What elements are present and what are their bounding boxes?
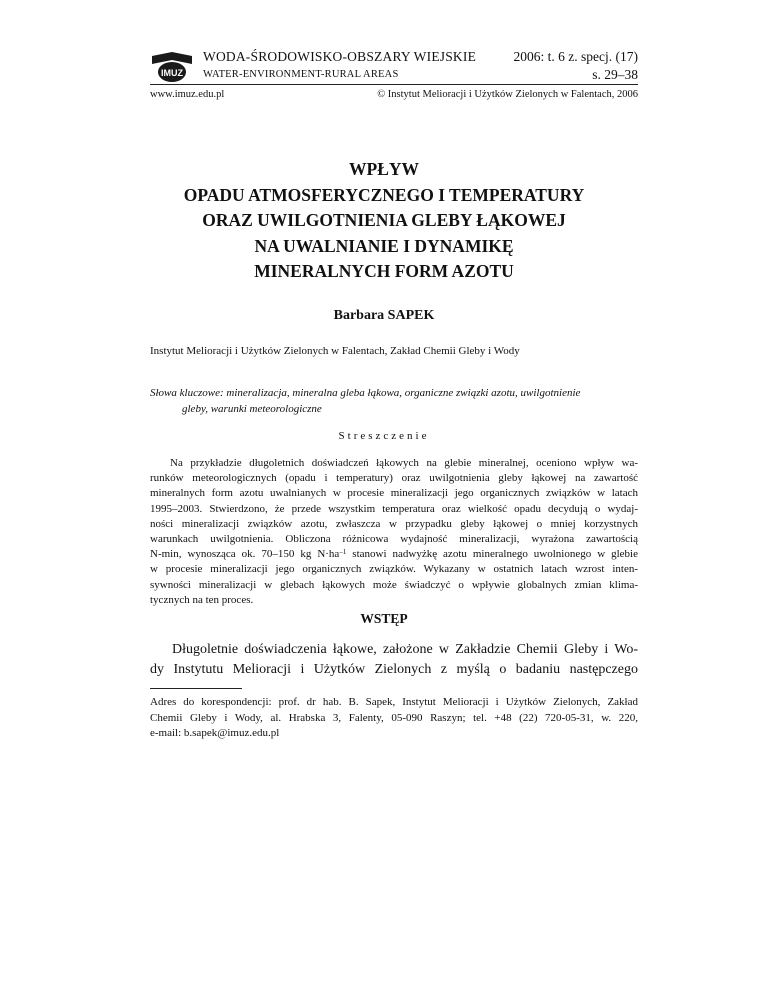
abstract-line: mineralnych form azotu uwalnianych w procesie mineralizacji jego organicznych związków w latach [150,487,638,500]
footnote-line: e-mail: b.sapek@imuz.edu.pl [150,727,280,739]
copyright-notice: © Instytut Melioracji i Użytków Zielonych w Falentach, 2006 [377,89,638,100]
title-line: NA UWALNIANIE I DYNAMIKĘ [254,235,514,256]
title-line: WPŁYW [349,159,419,179]
journal-name-en: WATER-ENVIRONMENT-RURAL AREAS [203,69,399,80]
footnote-rule [150,688,242,689]
imuz-logo [150,50,194,84]
body-line: dy Instytutu Melioracji i Użytków Zielonych z myślą o badaniu następczego [150,661,638,677]
header-rule [150,84,638,85]
footnote [150,695,638,742]
abstract-line-part: stanowi nadwyżkę azotu mineralnego uwolnionego w glebie [346,548,638,561]
abstract-heading: Streszczenie [338,430,430,442]
keywords-line: gleby, warunki meteorologiczne [182,402,322,415]
section-heading: WSTĘP [360,611,408,626]
journal-url[interactable]: www.imuz.edu.pl [150,89,225,100]
abstract-line: tycznych na ten proces. [150,593,254,606]
page-range: s. 29–38 [592,67,638,82]
footnote-line: Chemii Gleby i Wody, al. Hrabska 3, Falenty, 05-090 Raszyn; tel. +48 (22) 720-05-31, w. 220, [150,711,638,724]
keywords-line: Słowa kluczowe: mineralizacja, mineralna gleba łąkowa, organiczne związki azotu, uwilgotnienie [150,387,581,399]
abstract-line: Na przykładzie długoletnich doświadczeń łąkowych na glebie mineralnej, oceniono wpływ wa- [170,457,638,469]
abstract-line: ności mineralizacji związków azotu, zwłaszcza w przypadku gleby łąkowej o mniej korzystnych [150,517,638,530]
abstract-line: w procesie mineralizacji jego organicznych związków. Wykazany w ostatnich latach wzrost inten- [150,563,638,576]
abstract-line: sywności mineralizacji w glebach łąkowych może świadczyć o wpływie globalnych zmian klima- [150,578,638,591]
logo-text: IMUZ [161,68,183,78]
journal-name-pl: WODA-ŚRODOWISKO-OBSZARY WIEJSKIE [203,49,477,64]
unit-exponent: –1 [339,548,347,557]
body-paragraph [150,640,638,679]
abstract-line-with-unit [150,547,638,562]
abstract-line: warunkach uwilgotnienia. Obliczona różnicowa wydajność mineralizacji, wyrażona zawartością [150,533,638,546]
abstract-line-part: N-min, wynosząca ok. 70–150 kg N·ha [150,548,340,561]
abstract-text [150,456,638,608]
article-title [120,157,648,285]
author-name: Barbara SAPEK [333,308,435,323]
keywords [150,386,638,417]
body-line: Długoletnie doświadczenia łąkowe, założone w Zakładzie Chemii Gleby i Wo- [172,642,638,657]
title-line: OPADU ATMOSFERYCZNEGO I TEMPERATURY [183,184,585,205]
title-line: ORAZ UWILGOTNIENIA GLEBY ŁĄKOWEJ [202,210,566,230]
title-line: MINERALNYCH FORM AZOTU [254,261,514,281]
issue-info: 2006: t. 6 z. specj. (17) [513,49,638,64]
footnote-line: Adres do korespondencji: prof. dr hab. B. Sapek, Instytut Melioracji i Użytków Zielonych, Zakład [150,696,638,708]
author-affiliation: Instytut Melioracji i Użytków Zielonych w Falentach, Zakład Chemii Gleby i Wody [150,345,520,357]
abstract-line: runków meteorologicznych (opadu i temperatury) oraz uwilgotnienia gleby łąkowej na zawartość [150,472,638,485]
abstract-line: 1995–2003. Stwierdzono, że przede wszystkim temperatura oraz wielkość opadu decydują o wydaj- [150,502,638,515]
